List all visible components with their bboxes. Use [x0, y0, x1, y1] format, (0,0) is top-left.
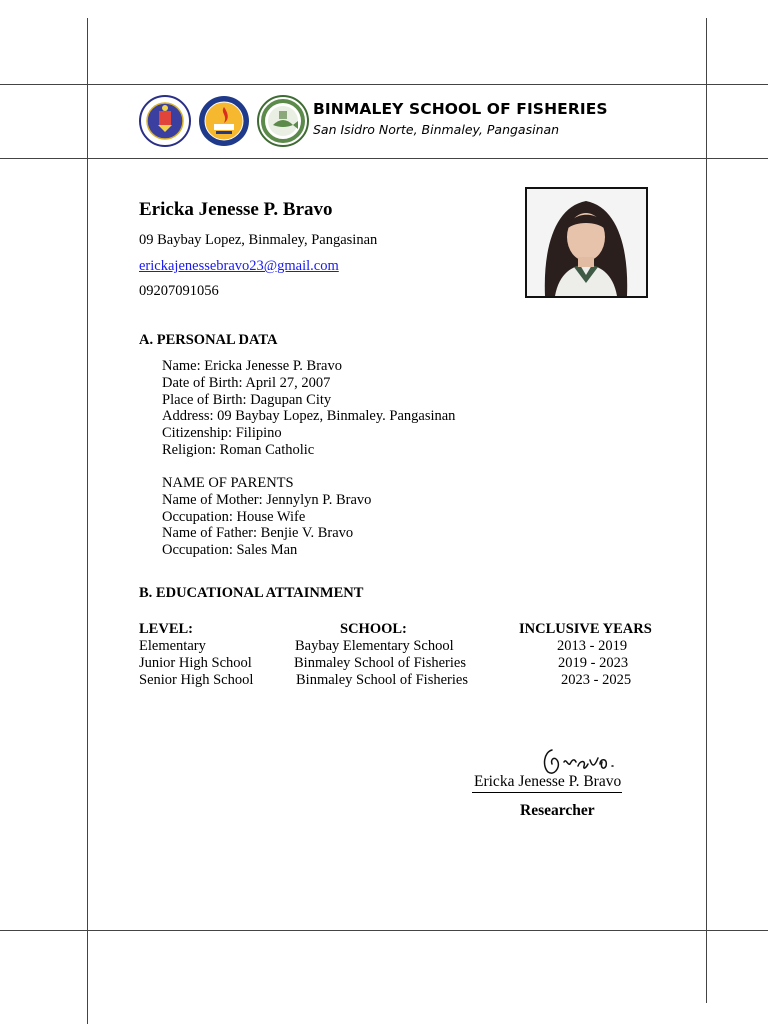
parent-line-father: Name of Father: Benjie V. Bravo — [162, 525, 354, 542]
schools-division-seal-logo — [198, 95, 250, 147]
education-years: 2023 - 2025 — [561, 672, 632, 688]
school-name: BINMALEY SCHOOL OF FISHERIES — [313, 100, 608, 118]
left-margin-line — [87, 18, 88, 1024]
header-top-line — [0, 84, 768, 85]
parents-list — [162, 475, 371, 559]
footer-line — [0, 930, 768, 931]
education-heading: B. EDUCATIONAL ATTAINMENT — [139, 585, 364, 601]
deped-seal-logo — [139, 95, 191, 147]
column-inclusive-years: INCLUSIVE YEARS — [519, 621, 652, 637]
signatory-name: Ericka Jenesse P. Bravo — [472, 773, 622, 793]
education-level: Junior High School — [139, 655, 252, 671]
applicant-phone: 09207091056 — [139, 283, 219, 299]
education-row — [139, 638, 669, 655]
parent-line-father-occupation: Occupation: Sales Man — [162, 542, 298, 559]
parents-heading: NAME OF PARENTS — [162, 475, 294, 491]
education-table-header — [139, 621, 669, 638]
personal-data-heading: A. PERSONAL DATA — [139, 332, 278, 348]
personal-line-name: Name: Ericka Jenesse P. Bravo — [162, 358, 342, 374]
education-school: Baybay Elementary School — [295, 638, 454, 654]
applicant-email-link[interactable]: erickajenessebravo23@gmail.com — [139, 258, 339, 274]
education-row — [139, 672, 669, 689]
education-years: 2013 - 2019 — [557, 638, 628, 654]
applicant-address: 09 Baybay Lopez, Binmaley, Pangasinan — [139, 232, 378, 248]
education-school: Binmaley School of Fisheries — [294, 655, 466, 671]
education-row — [139, 655, 669, 672]
school-address: San Isidro Norte, Binmaley, Pangasinan — [313, 122, 560, 137]
applicant-name: Ericka Jenesse P. Bravo — [139, 199, 333, 220]
column-school: SCHOOL: — [340, 621, 407, 637]
education-level: Elementary — [139, 638, 206, 654]
parent-line-mother: Name of Mother: Jennylyn P. Bravo — [162, 491, 372, 508]
personal-line-birthplace: Place of Birth: Dagupan City — [162, 391, 332, 408]
column-level: LEVEL: — [139, 621, 193, 637]
education-years: 2019 - 2023 — [558, 655, 629, 671]
applicant-photo — [525, 187, 648, 298]
personal-line-address: Address: 09 Baybay Lopez, Binmaley. Pangasinan — [162, 408, 456, 425]
personal-data-list — [162, 358, 455, 459]
parent-line-mother-occupation: Occupation: House Wife — [162, 508, 306, 525]
education-school: Binmaley School of Fisheries — [296, 672, 468, 688]
school-seal-logo — [257, 95, 309, 147]
personal-line-religion: Religion: Roman Catholic — [162, 441, 315, 458]
personal-line-birthdate: Date of Birth: April 27, 2007 — [162, 374, 331, 391]
signatory-title: Researcher — [520, 802, 595, 819]
header-bottom-line — [0, 158, 768, 159]
personal-line-citizenship: Citizenship: Filipino — [162, 425, 282, 442]
right-margin-line — [706, 18, 707, 1003]
education-level: Senior High School — [139, 672, 254, 688]
